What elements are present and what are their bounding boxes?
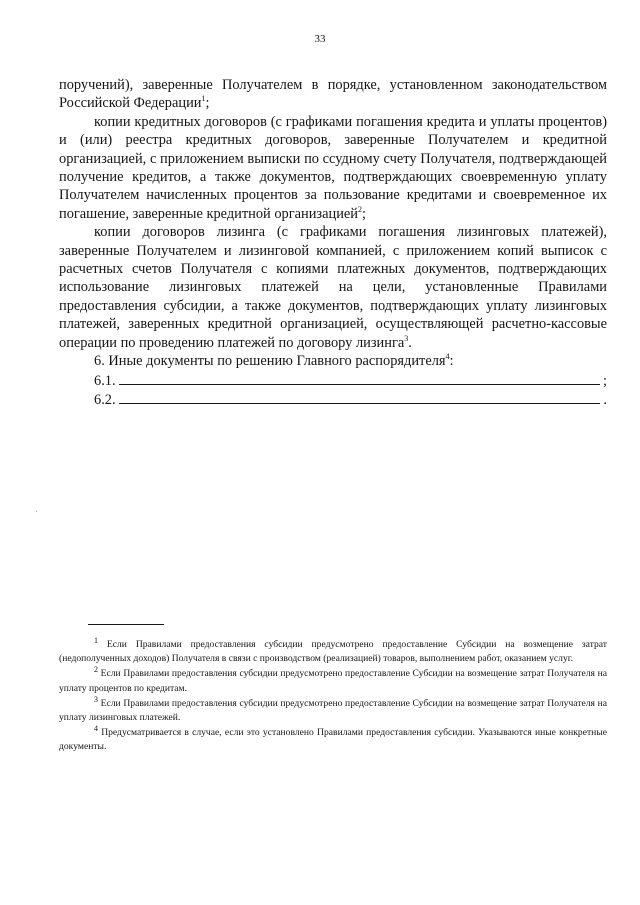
footnotes [59, 635, 607, 756]
footnote-4: $^4$ Предусматривается в случае, если это установлено Правилами предоставления субсидии. Указываются иные конкретные документы. [59, 724, 607, 753]
page-number: 33 [314, 33, 326, 45]
paragraph-leasing-agreements: копии договоров лизинга (с графиками погашения лизинговых платежей), заверенные Получателем и лизинговой компанией, с приложением копий выписок с расчетных счетов Получателя с копиями платежных документов, подтверждающих использование лизинговых платежей на цели, установленные Правилами предоставления субсидии, а также документов, подтверждающих уплату лизинговых платежей, заверенных кредитной организацией, осуществляющей расчетно-кассовые операции по проведению платежей по договору лизинга$^3$. [59, 224, 607, 351]
scan-speck [36, 511, 37, 512]
paragraph-other-documents: 6. Иные документы по решению Главного распорядителя$^4$: [94, 352, 454, 370]
paragraph-continuation: поручений), заверенные Получателем в порядке, установленном законодательством Российской Федерации$^1$; [59, 77, 607, 112]
fill-in-line [119, 371, 600, 385]
footnote-ref-3: 3 [404, 333, 409, 343]
footnote-ref-4: 4 [445, 352, 450, 362]
footnote-divider [88, 624, 164, 625]
footnote-1: $^1$ Если Правилами предоставления субсидии предусмотрено предоставление Субсидии на возмещение затрат (недополученных доходов) Получателя в связи с производством (реализацией) товаров, выполнением работ, оказанием услуг. [59, 635, 607, 665]
blank-item-label: 6.2. [94, 391, 116, 408]
blank-item-6-2 [59, 390, 607, 409]
blank-item-end: . [603, 391, 607, 408]
blank-item-end: ; [603, 372, 607, 389]
blank-item-label: 6.1. [94, 372, 116, 389]
fill-in-line [119, 390, 601, 404]
main-text [59, 76, 607, 409]
footnote-ref-1: 1 [201, 94, 206, 104]
footnote-2: $^2$ Если Правилами предоставления субсидии предусмотрено предоставление Субсидии на возмещение затрат Получателя на уплату процентов по кредитам. [59, 665, 607, 694]
paragraph-credit-agreements: копии кредитных договоров (с графиками погашения кредита и уплаты процентов) и (или) реестра кредитных договоров, заверенные Получателем и кредитной организацией, с приложением выписки по ссудному счету Получателя, подтверждающей получение кредитов, а также документов, подтверждающих своевременную уплату Получателем начисленных процентов за пользование кредитами и своевременное их погашение, заверенные кредитной организацией$^2$; [59, 113, 607, 222]
footnote-ref-2: 2 [358, 205, 362, 215]
footnote-3: $^3$ Если Правилами предоставления субсидии предусмотрено предоставление Субсидии на возмещение затрат Получателя на уплату лизинговых платежей. [59, 694, 607, 724]
blank-item-6-1 [59, 371, 607, 390]
